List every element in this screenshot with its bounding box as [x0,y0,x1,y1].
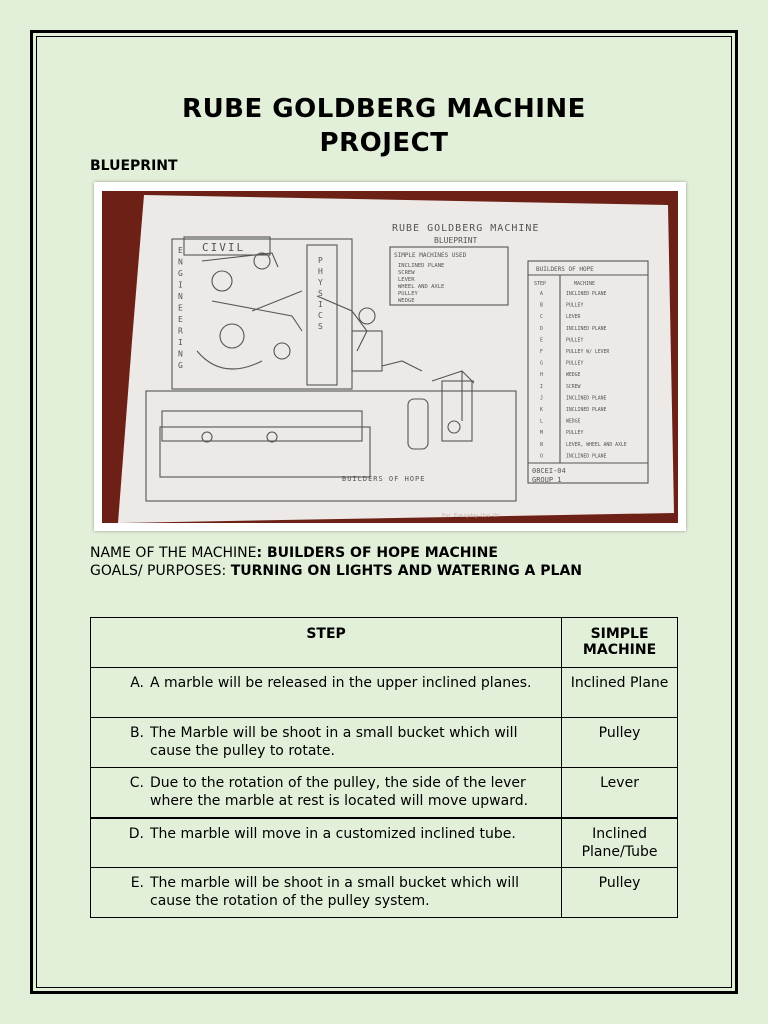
bp-row-machine: INCLINED PLANE [566,326,607,332]
table-row [91,818,678,868]
bp-physics-letter: P [318,256,323,265]
bp-civil: CIVIL [202,241,246,254]
bp-sm-5: WEDGE [398,298,415,304]
bp-engineering-letter: I [178,280,183,290]
bp-row-machine: SCREW [566,384,581,390]
step-letter: E. [130,875,144,891]
bp-bottom-label: BUILDERS OF HOPE [342,475,426,483]
bp-builders-title: BUILDERS OF HOPE [536,266,594,273]
bp-row-step: J [540,396,543,402]
bp-engineering-letter: E [178,246,183,255]
bp-sm-title: SIMPLE MACHINES USED [394,252,467,259]
bp-engineering-letter: E [178,315,183,324]
bp-row-machine: INCLINED PLANE [566,292,607,297]
blueprint-image [102,191,678,523]
step-cell [91,868,562,918]
step-text: Due to the rotation of the pulley, the side of the lever where the marble at rest is located will move upward. [150,775,529,809]
table-row [91,668,678,718]
table-row [91,868,678,918]
bp-row-step: O [540,454,543,460]
machine-goals-line [90,563,582,579]
bp-row-step: A [540,292,543,297]
step-letter: C. [129,775,144,791]
bp-row-step: M [540,431,543,437]
bp-sm-3: WHEEL AND AXLE [398,284,445,290]
machine-goals-value: TURNING ON LIGHTS AND WATERING A PLAN [230,563,582,579]
bp-engineering-letter: I [178,338,183,347]
section-label: BLUEPRINT [90,158,178,174]
bp-footer-code: 08CEI-04 [532,467,566,475]
step-letter: B. [129,725,144,741]
bp-sm-1: SCREW [398,270,415,276]
simple-machine-cell: Pulley [562,718,678,768]
bp-engineering-letter: N [178,257,183,267]
bp-engineering-letter: G [178,361,183,370]
bp-engineering-letter: N [178,349,183,359]
bp-row-machine: PULLEY [566,361,584,367]
simple-machine-cell: Lever [562,768,678,818]
bp-row-machine: INCLINED PLANE [566,396,607,402]
bp-row-machine: WEDGE [566,373,581,379]
table-row [91,768,678,818]
bp-sm-2: LEVER [398,277,415,283]
bp-row-machine: INCLINED PLANE [566,408,607,413]
bp-sm-4: PULLEY [398,291,418,297]
step-cell [91,818,562,868]
header-simple-machine: SIMPLE MACHINE [562,618,678,668]
step-text: The marble will move in a customized inclined tube. [150,825,516,842]
bp-physics-letter: Y [318,278,323,287]
bp-header-machine: MACHINE [574,281,596,287]
bp-row-step: H [540,373,543,379]
step-cell [91,768,562,818]
bp-row-step: D [540,326,543,332]
bp-row-machine: LEVER [566,315,581,321]
bp-row-machine: PULLEY W/ LEVER [566,350,610,355]
title-line-1: RUBE GOLDBERG MACHINE [182,94,586,124]
step-text: A marble will be released in the upper inclined planes. [150,675,532,691]
bp-row-step: I [540,384,543,390]
steps-table-header [91,618,678,668]
bp-row-machine: LEVER, WHEEL AND AXLE [566,442,627,448]
bp-engineering-letter: E [178,303,183,313]
bp-row-machine: PULLEY [566,303,584,309]
bp-engineering-letter: R [178,326,183,336]
bp-row-step: F [540,350,543,355]
bp-row-machine: PULLEY [566,431,584,437]
bp-row-step: C [540,315,543,321]
machine-name-value: : BUILDERS OF HOPE MACHINE [256,545,498,561]
table-row [91,718,678,768]
bp-sm-0: INCLINED PLANE [398,263,445,269]
step-letter: A. [130,675,144,691]
bp-subheading: BLUEPRINT [434,236,478,245]
bp-physics-letter: H [318,267,323,276]
bp-row-machine: WEDGE [566,419,581,425]
machine-name-label: NAME OF THE MACHINE [90,545,257,561]
bp-row-machine: INCLINED PLANE [566,454,607,460]
bp-row-step: N [540,442,543,448]
step-text: The marble will be shoot in a small bucket which will cause the rotation of the pulley system. [150,875,520,909]
simple-machine-cell: Inclined Plane/Tube [562,818,678,868]
step-letter: D. [128,825,144,842]
bp-physics-letter: I [318,300,323,309]
bp-row-step: G [540,361,543,367]
bp-physics-letter: C [318,311,323,320]
machine-goals-label: GOALS/ PURPOSES: [90,563,231,579]
bp-physics-letter: S [318,289,323,298]
steps-table [90,617,678,918]
blueprint-photo [94,182,686,531]
bp-row-step: L [540,419,543,425]
bp-header-step: STEP [534,281,547,287]
bp-paper-footer: For Everyday Use On [442,513,500,519]
title-line-2: PROJECT [319,128,449,158]
step-text: The Marble will be shoot in a small bucket which will cause the pulley to rotate. [150,725,518,759]
bp-row-step: B [540,303,543,309]
simple-machine-cell: Inclined Plane [562,668,678,718]
bp-engineering-letter: G [178,269,183,278]
bp-group: GROUP 1 [532,476,562,484]
header-step: STEP [91,618,562,668]
simple-machine-cell: Pulley [562,868,678,918]
step-cell [91,718,562,768]
machine-name-line [90,545,498,561]
bp-physics-letter: S [318,322,323,331]
step-cell [91,668,562,718]
bp-row-step: K [540,408,543,413]
page-title [90,92,678,160]
bp-row-step: E [540,338,543,344]
bp-heading: RUBE GOLDBERG MACHINE [392,223,540,234]
bp-row-machine: PULLEY [566,338,584,344]
bp-engineering-letter: N [178,292,183,301]
